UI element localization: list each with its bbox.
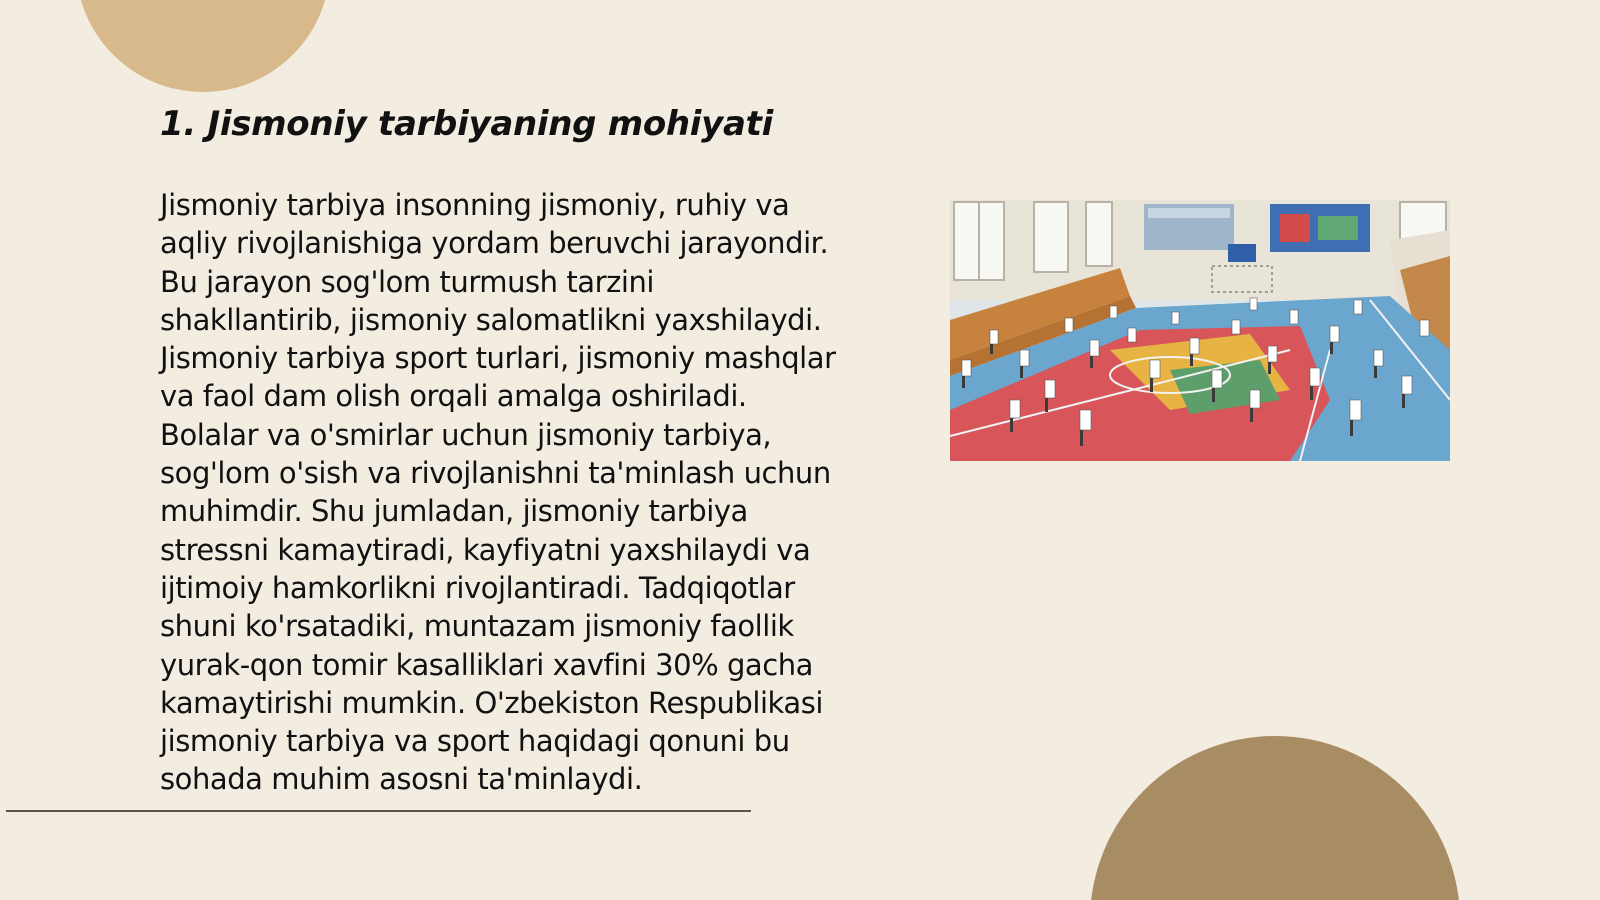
horizontal-divider [6, 810, 751, 812]
slide-title: 1. Jismoniy tarbiyaning mohiyati [160, 104, 773, 144]
slide-body-text: Jismoniy tarbiya insonning jismoniy, ruhiy va aqliy rivojlanishiga yordam beruvchi jarayondir. Bu jarayon sog'lom turmush tarzini shakllantirib, jismoniy salomatlikni yaxshilaydi. Jismoniy tarbiya sport turlari, jismoniy mashqlar va faol dam olish orqali amalga oshiriladi. Bolalar va o'smirlar uchun jismoniy tarbiya, sog'lom o'sish va rivojlanishni ta'minlash uchun muhimdir. Shu jumladan, jismoniy tarbiya stressni kamaytiradi, kayfiyatni yaxshilaydi va ijtimoiy hamkorlikni rivojlantiradi. Tadqiqotlar shuni ko'rsatadiki, muntazam jismoniy faollik yurak-qon tomir kasalliklari xavfini 30% gacha kamaytirishi mumkin. O'zbekiston Respublikasi jismoniy tarbiya va sport haqidagi qonuni bu sohada muhim asosni ta'minlaydi. [160, 188, 836, 797]
gym-exercise-photo [950, 200, 1450, 461]
gym-illustration [950, 200, 1450, 461]
decorative-circle-bottom [1090, 736, 1460, 900]
decorative-circle-top [76, 0, 330, 92]
